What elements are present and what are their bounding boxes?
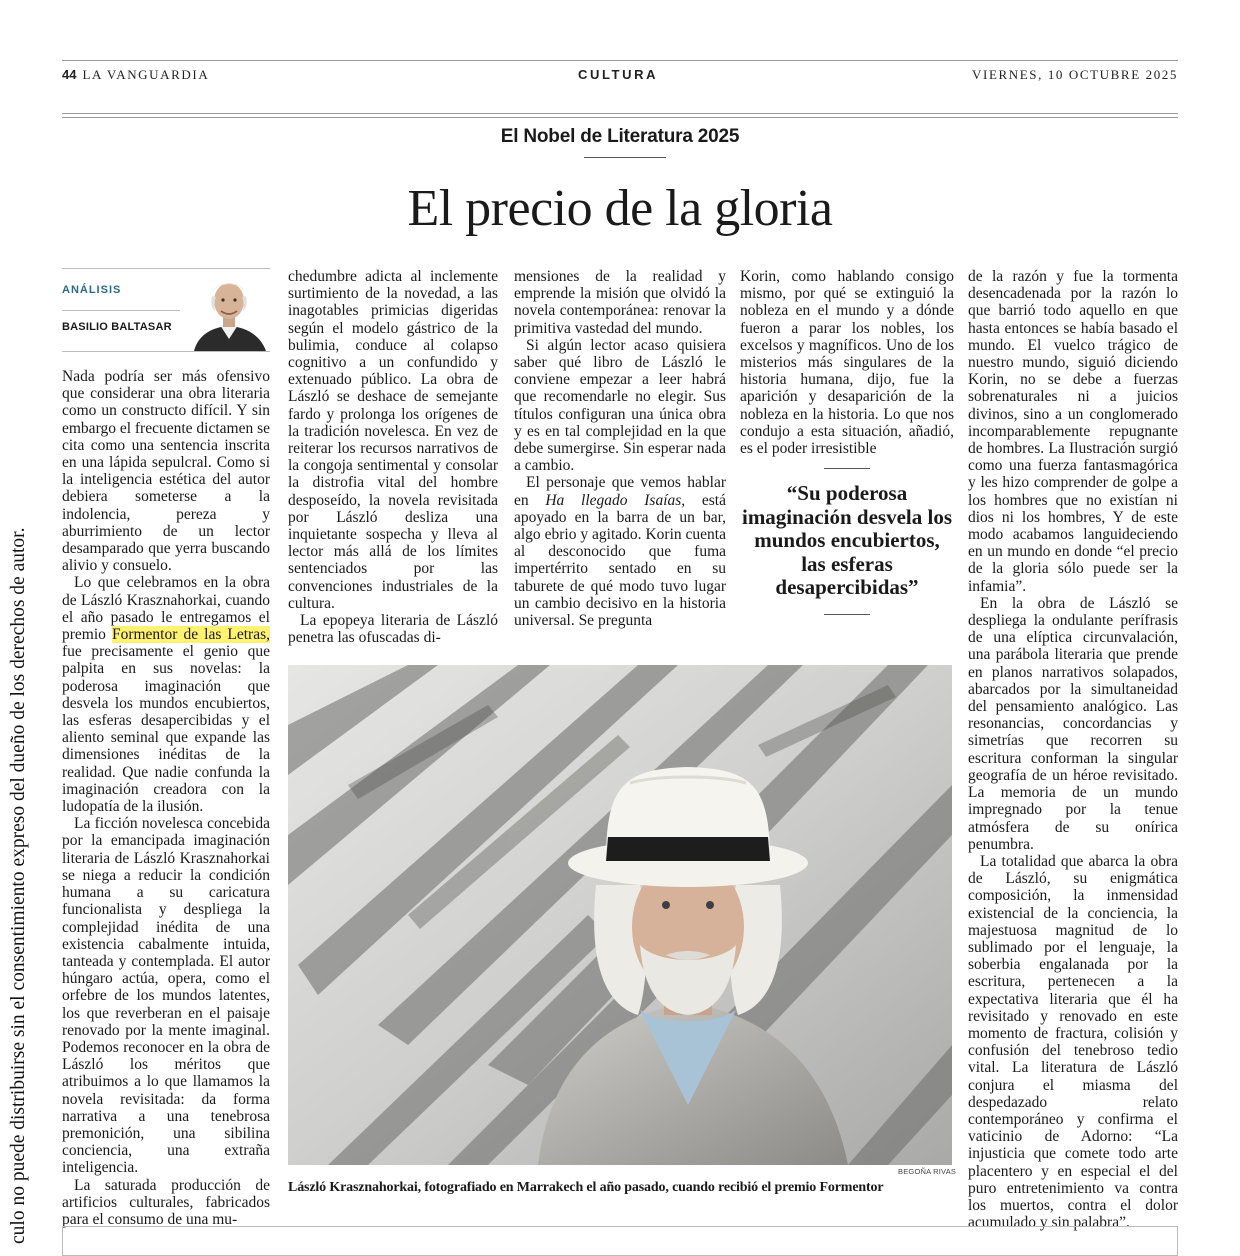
byline-label: ANÁLISIS [62, 284, 122, 296]
byline-author: BASILIO BALTASAR [62, 321, 172, 333]
kicker-rule [584, 157, 666, 158]
issue-date: VIERNES, 10 OCTUBRE 2025 [972, 67, 1178, 82]
paragraph: chedumbre adicta al inclemente surtimiento de la novedad, a las inagotables primicias digeridas según el modelo gástrico de la bulimia, conduce al colapso cognitivo a un confundido y extenuado público. La obra de László se deshace de semejante fardo y prolonga los orígenes de la tradición novelesca. En vez de reiterar los recursos narrativos de la congoja sentimental y consolar la distrofia vital del hombre desposeído, la novela revisitada por László desliza una inquietante sospecha y lleva al lector más allá de los límites sentenciados por las convenciones industriales de la cultura. [288, 268, 498, 612]
article-column-2 [288, 268, 498, 647]
headline: El precio de la gloria [407, 180, 833, 237]
photo-caption: László Krasznahorkai, fotografiado en Marrakech el año pasado, cuando recibió el premio Formentor [288, 1180, 884, 1195]
paragraph: La saturada producción de artificios culturales, fabricados para el consumo de una mu- [62, 1176, 270, 1228]
article-column-1 [62, 368, 271, 1228]
page-number: 44 [62, 67, 77, 82]
paragraph: En la obra de László se despliega la ondulante perífrasis de una elíptica circunvalación, una parábola literaria que prende en planos narrativos solapados, abarcados por la simultaneidad del pensamiento analógico. Las resonancias, concordancias y simetrías que recorren su escritura conforman la singular geografía de un héroe revisitado. La memoria de un mundo impregnado por la tenue atmósfera de su onírica penumbra. [968, 594, 1178, 853]
paragraph: Nada podría ser más ofensivo que considerar una obra literaria como un constructo difícil. Y sin embargo el frecuente dictamen se cita como una sentencia inscrita en una lápida sepulcral. Como si la inteligencia estética del autor debiera someterse a la indolencia, pereza y aburrimiento de un lector desamparado que yerra buscando alivio y consuelo. [62, 368, 271, 575]
copyright-vertical-note: culo no puede distribuirse sin el consentimiento expreso del dueño de los derechos de autor. [8, 527, 29, 1244]
article-column-3 [514, 268, 726, 630]
paragraph: Lo que celebramos en la obra de László Krasznahorkai, cuando el año pasado le entregamos el premio Formentor de las Letras, fue precisamente el genio que palpita en sus novelas: la poderosa imaginación que desvela los mundos encubiertos, las esferas desapercibidas y el aliento seminal que expande las dimensiones inéditas de la realidad. Que nadie confunda la imaginación creadora con la ludopatía de la ilusión. [62, 574, 271, 816]
byline-divider [62, 310, 180, 311]
author-portrait [188, 269, 270, 351]
pull-quote-rule-bottom [824, 614, 870, 615]
header-rule-1 [62, 113, 1178, 114]
paragraph: de la razón y fue la tormenta desencadenada por la razón lo que barrió todo aquello en que hasta entonces se había basado el mundo. El vuelco trágico de nuestro mundo, siguió diciendo Korin, no se debe a fuerzas sobrenaturales ni a juicios divinos, sino a un conglomerado incomparablemente repugnante de hombres. La Ilustración surgió como una fuerza fantasmagórica y les hizo comprender de golpe a los hombres que no existían ni dios ni los hombres, Y de este modo acabamos languideciendo en un mundo en donde “el precio de la gloria sólo puede ser la infamia”. [968, 268, 1178, 595]
article-column-4 [740, 268, 954, 458]
photo-credit: BEGOÑA RIVAS [898, 1167, 957, 1176]
paragraph: mensiones de la realidad y emprende la misión que olvidó la novela contemporánea: renovar la primitiva vastedad del mundo. [514, 268, 726, 337]
highlighted-text: Formentor de las Letras, [111, 626, 271, 644]
paragraph: La ficción novelesca concebida por la emancipada imaginación literaria de László Krasznahorkai se niega a reducir la condición humana a su caricatura funcionalista y despliega la complejidad inédita de una existencia cabalmente intuida, tanteada y contemplada. El autor húngaro actúa, opera, como el orfebre de los mundos latentes, los que reverberan en el paisaje renovado por la mente imaginal. Podemos reconocer en la obra de László los méritos que atribuimos a lo que llamamos la novela revisitada: da forma narrativa a una tenebrosa premonición, una sibilina conciencia, una extraña inteligencia. [62, 815, 270, 1177]
pull-quote: “Su poderosa imaginación desvela los mundos encubiertos, las esferas desapercibidas” [741, 481, 952, 599]
paragraph: El personaje que vemos hablar en Ha llegado Isaías, está apoyado en la barra de un bar, algo ebrio y agitado. Korin cuenta al desconocido que fuma impertérrito sentado en su taburete de qué modo tuvo lugar un cambio decisivo en la historia universal. Se pregunta [514, 474, 726, 630]
header-top-rule [62, 60, 1178, 61]
header-rule-2 [62, 117, 1178, 118]
pull-quote-rule-top [824, 468, 870, 469]
book-title: Ha llegado Isaías, [545, 491, 686, 509]
paragraph: La epopeya literaria de László penetra las ofuscadas di- [288, 612, 498, 647]
main-photo [288, 665, 952, 1165]
paragraph: La totalidad que abarca la obra de László, su enigmática composición, la inmensidad existencial de la conciencia, la majestuosa magnitud de lo sublimado por el lenguaje, la soberbia engalanada por la escritura, pertenecen a la expectativa literaria que él ha revisitado y renovado en este momento de fractura, colisión y confusión del tenebroso tedio vital. La literatura de László conjura el miasma del despedazado relato contemporáneo y confirma el vaticinio de Adorno: “La injusticia que comete todo arte placentero y en especial el del puro entretenimiento va contra los muertos, contra el dolor acumulado y sin palabra”. [968, 852, 1178, 1232]
article-column-5 [968, 268, 1178, 1232]
newspaper-name: LA VANGUARDIA [82, 67, 210, 82]
bottom-box [62, 1226, 1178, 1256]
header-left [62, 67, 209, 83]
paragraph: Si algún lector acaso quisiera saber qué libro de László le conviene empezar a leer habrá que recomendarle no elegir. Sus títulos configuran una única obra y es en tal complejidad en la que debe sumergirse. Sin esperar nada a cambio. [514, 336, 726, 475]
kicker: El Nobel de Literatura 2025 [500, 126, 740, 147]
byline-box [62, 268, 270, 352]
section-name: CULTURA [578, 67, 659, 82]
paragraph: Korin, como hablando consigo mismo, por qué se extinguió la nobleza en el mundo y a dónde fueron a parar los nobles, los excelsos y magníficos. Uno de los misterios más singulares de la historia humana, dijo, fue la aparición y desaparición de la nobleza en la historia. Lo que nos condujo a esta situación, añadió, es el poder irresistible [740, 268, 954, 458]
